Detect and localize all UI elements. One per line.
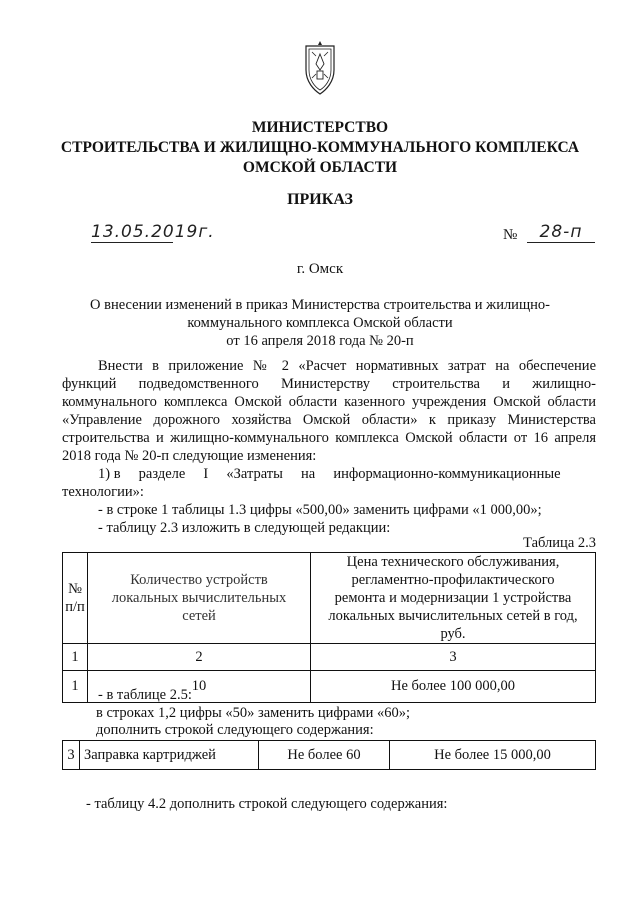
subject-line-2: коммунального комплекса Омской области xyxy=(187,315,453,331)
number-sign: № xyxy=(503,227,518,243)
coat-of-arms-emblem xyxy=(300,40,340,98)
table-index-row xyxy=(63,644,596,671)
bullet-table-23: - таблицу 2.3 изложить в следующей редакции: xyxy=(98,520,391,536)
item-1-line-1: 1) в разделе I «Затраты на информационно-коммуникационные xyxy=(98,466,561,482)
bullet-table-42: - таблицу 4.2 дополнить строкой следующего содержания: xyxy=(86,796,448,812)
table-cell: Не более 60 xyxy=(259,741,390,770)
table-cell: 10 xyxy=(88,671,311,703)
table-25-sub-1: в строках 1,2 цифры «50» заменить цифрами «60»; xyxy=(96,705,411,721)
bullet-table-13: - в строке 1 таблицы 1.3 цифры «500,00» заменить цифрами «1 000,00»; xyxy=(98,502,542,518)
table-cell: Не более 100 000,00 xyxy=(311,671,596,703)
order-subject xyxy=(60,296,580,350)
table-cell: 3 xyxy=(63,741,80,770)
ministry-line-3: ОМСКОЙ ОБЛАСТИ xyxy=(242,159,398,176)
subject-line-1: О внесении изменений в приказ Министерства строительства и жилищно- xyxy=(90,297,550,313)
index-cell: 2 xyxy=(88,644,311,671)
table-header-row xyxy=(63,553,596,644)
table-cell: 1 xyxy=(63,671,88,703)
index-cell: 1 xyxy=(63,644,88,671)
city: г. Омск xyxy=(296,261,344,277)
table-25-sub-2: дополнить строкой следующего содержания: xyxy=(96,722,374,738)
item-1-line-2: технологии»: xyxy=(62,484,144,500)
ministry-line-1: МИНИСТЕРСТВО xyxy=(251,119,389,136)
table-23-caption: Таблица 2.3 xyxy=(523,535,596,551)
document-type: ПРИКАЗ xyxy=(287,191,353,208)
ministry-line-2: СТРОИТЕЛЬСТВА И ЖИЛИЩНО-КОММУНАЛЬНОГО КОМПЛЕКСА xyxy=(60,139,580,156)
order-number: 28-п xyxy=(527,222,595,243)
intro-paragraph: Внести в приложение № 2 «Расчет нормативных затрат на обеспечение функций подведомственного Министерству строительства и жилищно-коммунального комплекса Омской области казенного учреждения Омской области «Управление дорожного хозяйства Омской области» к приказу Министерства строительства и жилищно-коммунального комплекса Омской области от 16 апреля 2018 года № 20-п следующие изменения: xyxy=(62,358,596,464)
index-cell: 3 xyxy=(311,644,596,671)
table-23 xyxy=(62,552,596,703)
bullet-table-25: - в таблице 2.5: xyxy=(98,687,192,703)
header-cell-devices: Количество устройств локальных вычислительных сетей xyxy=(88,553,311,644)
table-25-new-row xyxy=(62,740,596,770)
table-cell: Заправка картриджей xyxy=(80,741,259,770)
table-cell: Не более 15 000,00 xyxy=(390,741,596,770)
ministry-name xyxy=(40,118,600,178)
subject-line-3: от 16 апреля 2018 года № 20-п xyxy=(226,333,414,349)
table-row xyxy=(63,741,596,770)
order-date: 13.05.2019г. xyxy=(91,222,215,242)
header-cell-price: Цена технического обслуживания, регламентно-профилактического ремонта и модернизации 1 устройства локальных вычислительных сетей в год, руб. xyxy=(311,553,596,644)
header-cell-number: № п/п xyxy=(63,553,88,644)
